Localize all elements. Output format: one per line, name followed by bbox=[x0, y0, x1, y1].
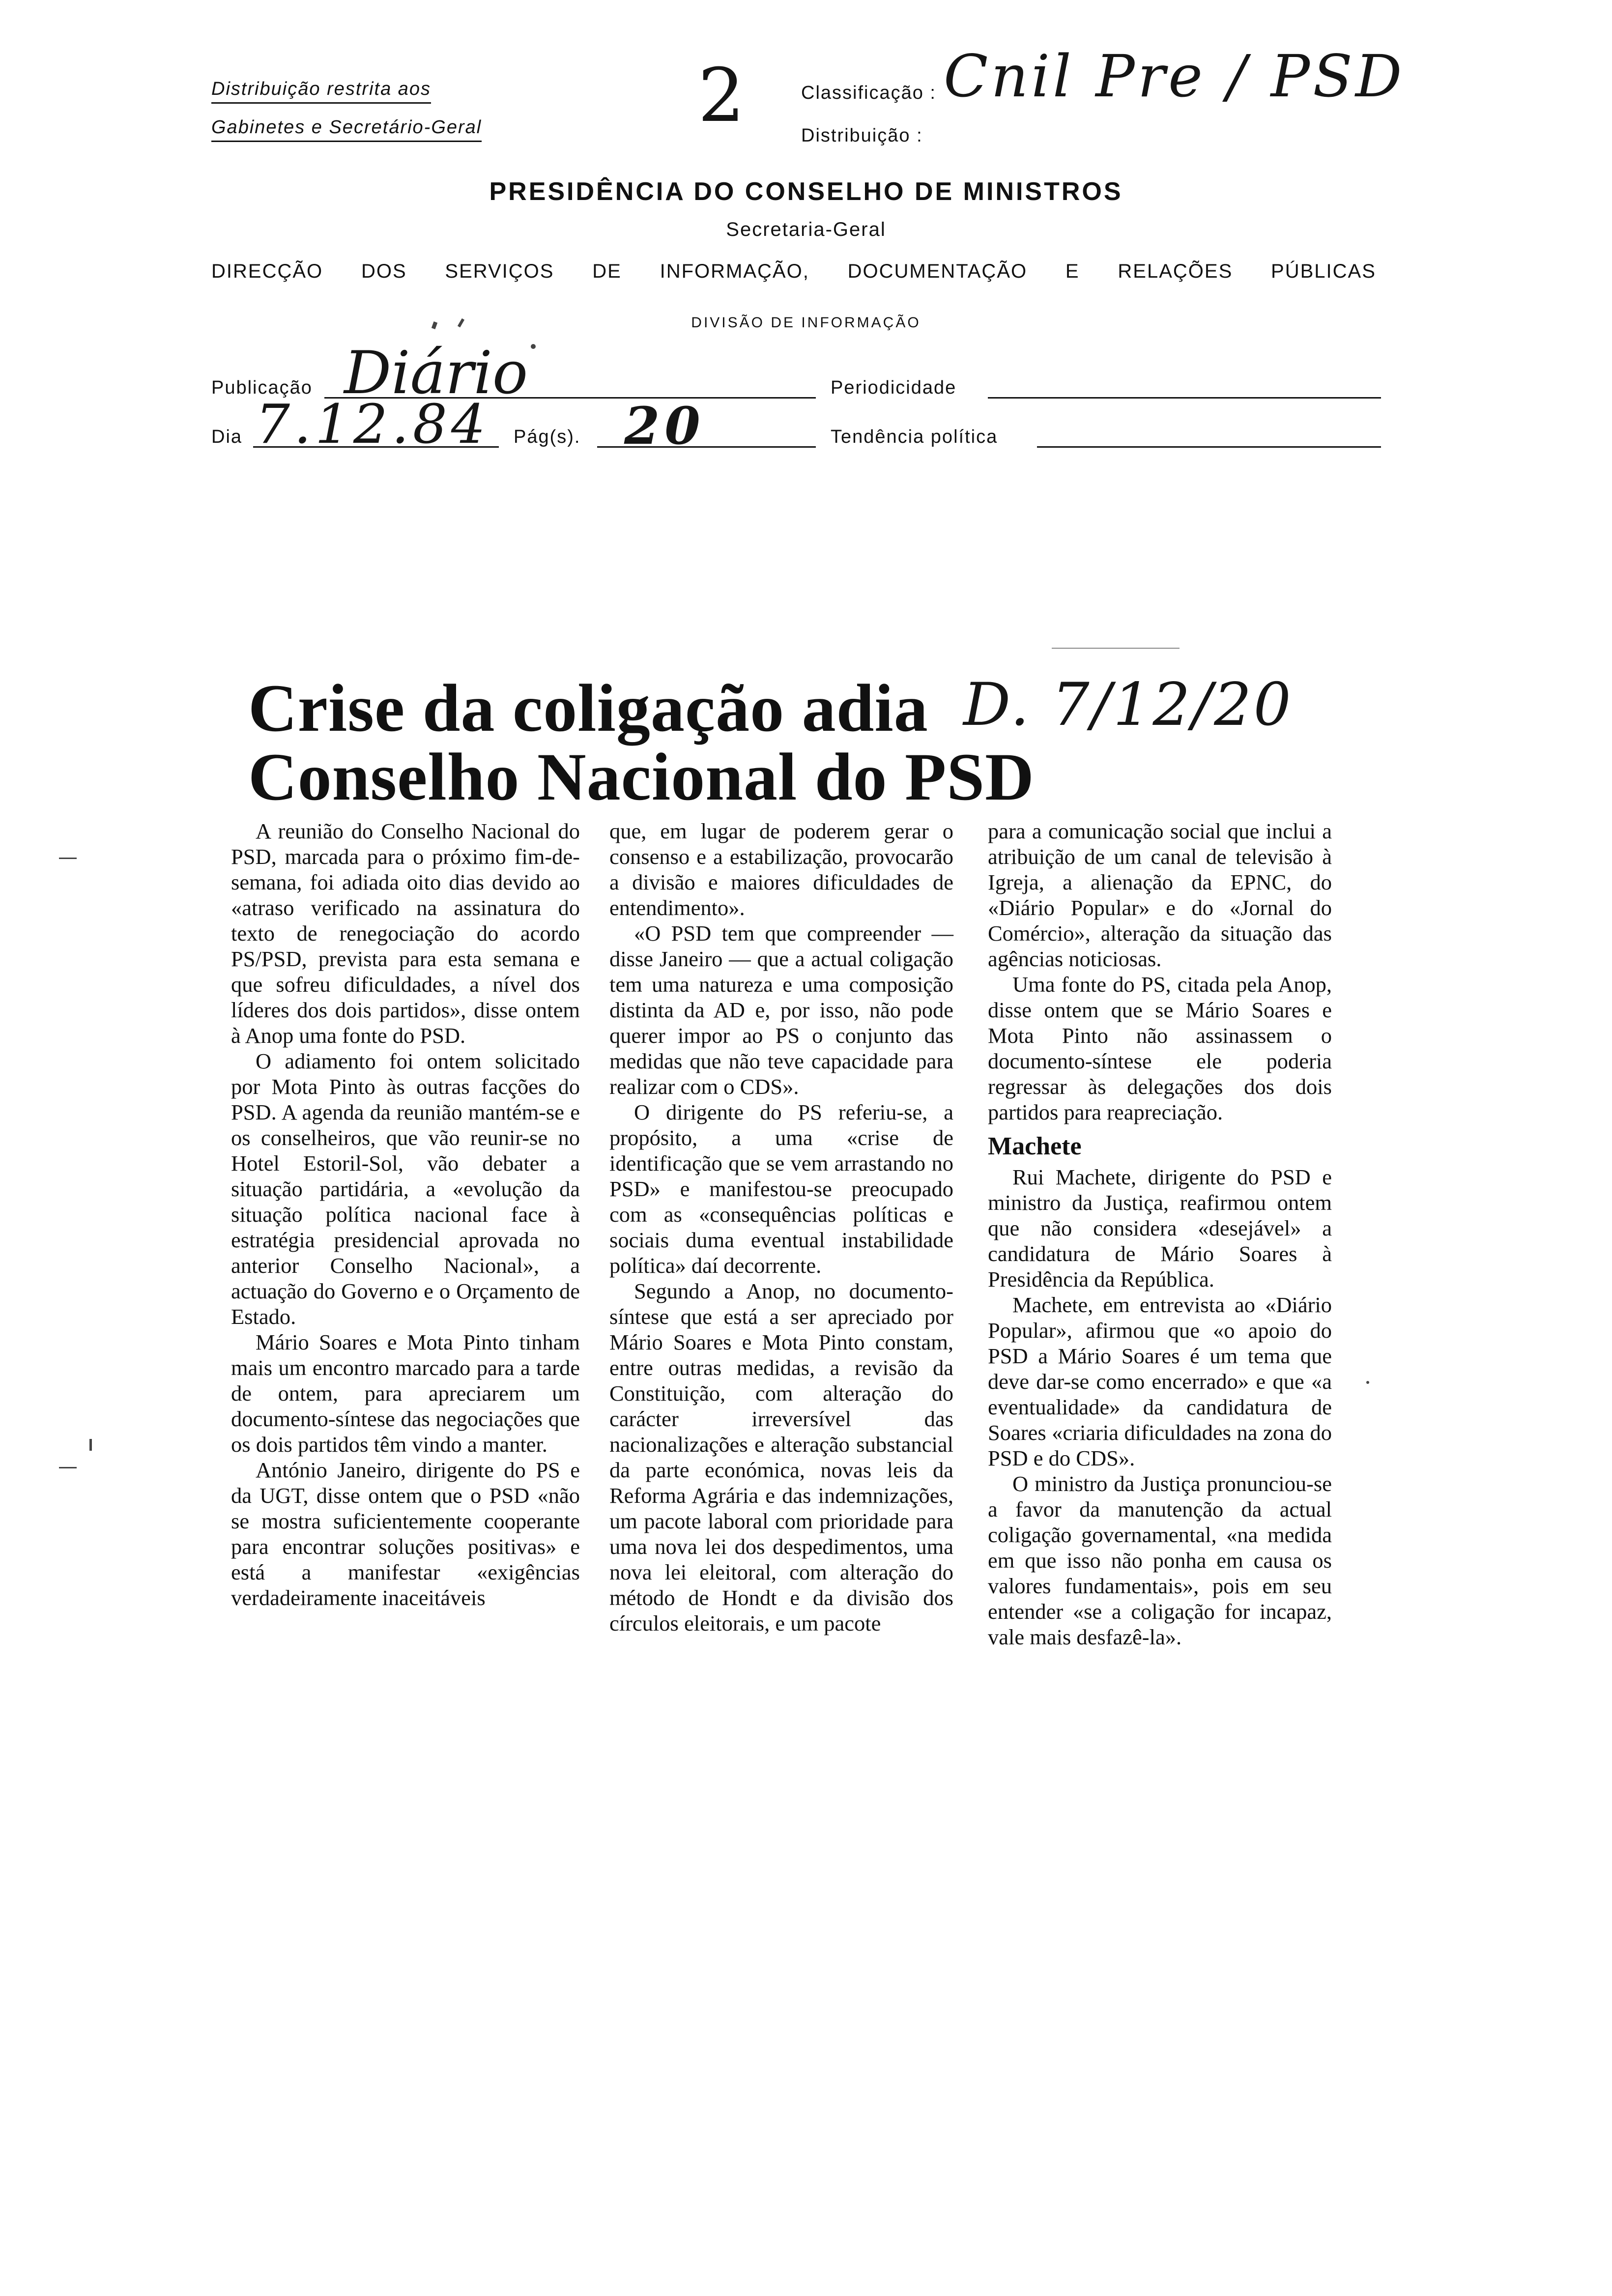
article-column-1 bbox=[231, 818, 580, 1610]
scan-line bbox=[1052, 648, 1180, 649]
paragraph: que, em lugar de poderem gerar o consenso e a estabilização, provocarão a divisão e maiores dificuldades de entendimento». bbox=[609, 819, 953, 920]
handwritten-page-number: 2 bbox=[698, 53, 745, 139]
article-column-2 bbox=[609, 818, 953, 1636]
publication-value-handwritten: Diário bbox=[344, 339, 528, 407]
political-tendency-underline bbox=[1037, 446, 1381, 448]
division-label: DIVISÃO DE INFORMAÇÃO bbox=[691, 315, 921, 331]
pages-value-handwritten: 20 bbox=[624, 396, 705, 456]
subheading: Machete bbox=[988, 1132, 1082, 1160]
headline-line-1: Crise da coligação adia bbox=[248, 670, 928, 746]
publication-label: Publicação bbox=[211, 377, 313, 398]
paragraph: «O PSD tem que compreender — disse Janeiro — que a actual coligação tem uma natureza e uma composição distinta da AD e, por isso, não pode querer impor ao PS o conjunto das medidas que não teve capacidade para realizar com o CDS». bbox=[609, 921, 953, 1099]
paragraph: Uma fonte do PS, citada pela Anop, disse ontem que se Mário Soares e Mota Pinto não assinassem o documento-síntese ele poderia regressar às delegações dos dois partidos para reapreciação. bbox=[988, 972, 1332, 1124]
directorate: DIRECÇÃO DOS SERVIÇOS DE INFORMAÇÃO, DOCUMENTAÇÃO E RELAÇÕES PÚBLICAS bbox=[211, 260, 1376, 282]
scan-speck bbox=[59, 1467, 77, 1468]
distribution-label: Distribuição : bbox=[801, 125, 923, 146]
scan-speck bbox=[59, 858, 77, 859]
paragraph: Rui Machete, dirigente do PSD e ministro da Justiça, reafirmou ontem que não considera «desejável» a candidatura de Mário Soares à Presidência da República. bbox=[988, 1165, 1332, 1292]
headline-handwritten-annotation: D. 7/12/20 bbox=[963, 671, 1293, 739]
periodicity-underline bbox=[988, 397, 1381, 399]
periodicity-label: Periodicidade bbox=[831, 377, 957, 398]
scan-speck bbox=[531, 344, 536, 349]
distribution-line-1: Distribuição restrita aos bbox=[211, 79, 431, 100]
pages-label: Pág(s). bbox=[514, 427, 581, 447]
article-column-3 bbox=[988, 818, 1332, 1650]
paragraph: Machete, em entrevista ao «Diário Popular», afirmou que «o apoio do PSD a Mário Soares é um tema que deve dar-se como encerrado» e que «a eventualidade» da candidatura de Soares «criaria dificuldades na zona do PSD e do CDS». bbox=[988, 1292, 1332, 1470]
headline-line-2: Conselho Nacional do PSD bbox=[248, 739, 1035, 814]
day-value-handwritten: 7.12.84 bbox=[256, 393, 489, 456]
paragraph: O ministro da Justiça pronunciou-se a favor da manutenção da actual coligação governamental, «na medida em que isso não ponha em causa os valores fundamentais», pois em seu entender «se a coligação for incapaz, vale mais desfazê-la». bbox=[988, 1471, 1332, 1649]
distribution-line-2: Gabinetes e Secretário-Geral bbox=[211, 117, 482, 138]
paragraph: O dirigente do PS referiu-se, a propósito, a uma «crise de identificação que se vem arrastando no PSD» e manifestou-se preocupado com as «consequências políticas e sociais duma eventual instabilidade política» daí decorrente. bbox=[609, 1100, 953, 1278]
day-label: Dia bbox=[211, 427, 243, 447]
classification-handwritten: Cnil Pre / PSD bbox=[944, 42, 1405, 110]
paragraph: A reunião do Conselho Nacional do PSD, marcada para o próximo fim-de-semana, foi adiada oito dias devido ao «atraso verificado na assinatura do texto de renegociação do acordo PS/PSD, prevista para esta semana e que sofreu dificuldades, a nível dos líderes dos dois partidos», disse ontem à Anop uma fonte do PSD. bbox=[231, 819, 580, 1048]
classification-label: Classificação : bbox=[801, 83, 936, 103]
scan-speck bbox=[1366, 1381, 1369, 1384]
paragraph: Segundo a Anop, no documento-síntese que está a ser apreciado por Mário Soares e Mota Pinto constam, entre outras medidas, a revisão da Constituição, com alteração do carácter irreversível das nacionalizações e alteração substancial da parte económica, novas leis da Reforma Agrária e das indemnizações, um pacote laboral com prioridade para uma nova lei dos despedimentos, uma nova lei eleitoral, com alteração do método de Hondt e da divisão dos círculos eleitorais, e um pacote bbox=[609, 1279, 953, 1636]
paragraph: Mário Soares e Mota Pinto tinham mais um encontro marcado para a tarde de ontem, para apreciarem um documento-síntese das negociações que os dois partidos têm vindo a manter. bbox=[231, 1330, 580, 1457]
paragraph: para a comunicação social que inclui a atribuição de um canal de televisão à Igreja, a alienação da EPNC, do «Diário Popular» e do «Jornal do Comércio», alteração da situação das agências noticiosas. bbox=[988, 819, 1332, 971]
paragraph: António Janeiro, dirigente do PS e da UGT, disse ontem que o PSD «não se mostra suficientemente cooperante para encontrar soluções positivas» e está a manifestar «exigências verdadeiramente inaceitáveis bbox=[231, 1458, 580, 1610]
secretariat: Secretaria-Geral bbox=[726, 219, 886, 240]
scan-speck bbox=[89, 1439, 92, 1451]
political-tendency-label: Tendência política bbox=[831, 427, 998, 447]
organization-title: PRESIDÊNCIA DO CONSELHO DE MINISTROS bbox=[489, 177, 1123, 206]
paragraph: O adiamento foi ontem solicitado por Mota Pinto às outras facções do PSD. A agenda da reunião mantém-se e os conselheiros, que vão reunir-se no Hotel Estoril-Sol, vão debater a situação partidária, a «evolução da situação política nacional face à estratégia presidencial aprovada no anterior Conselho Nacional», a actuação do Governo e o Orçamento de Estado. bbox=[231, 1049, 580, 1329]
